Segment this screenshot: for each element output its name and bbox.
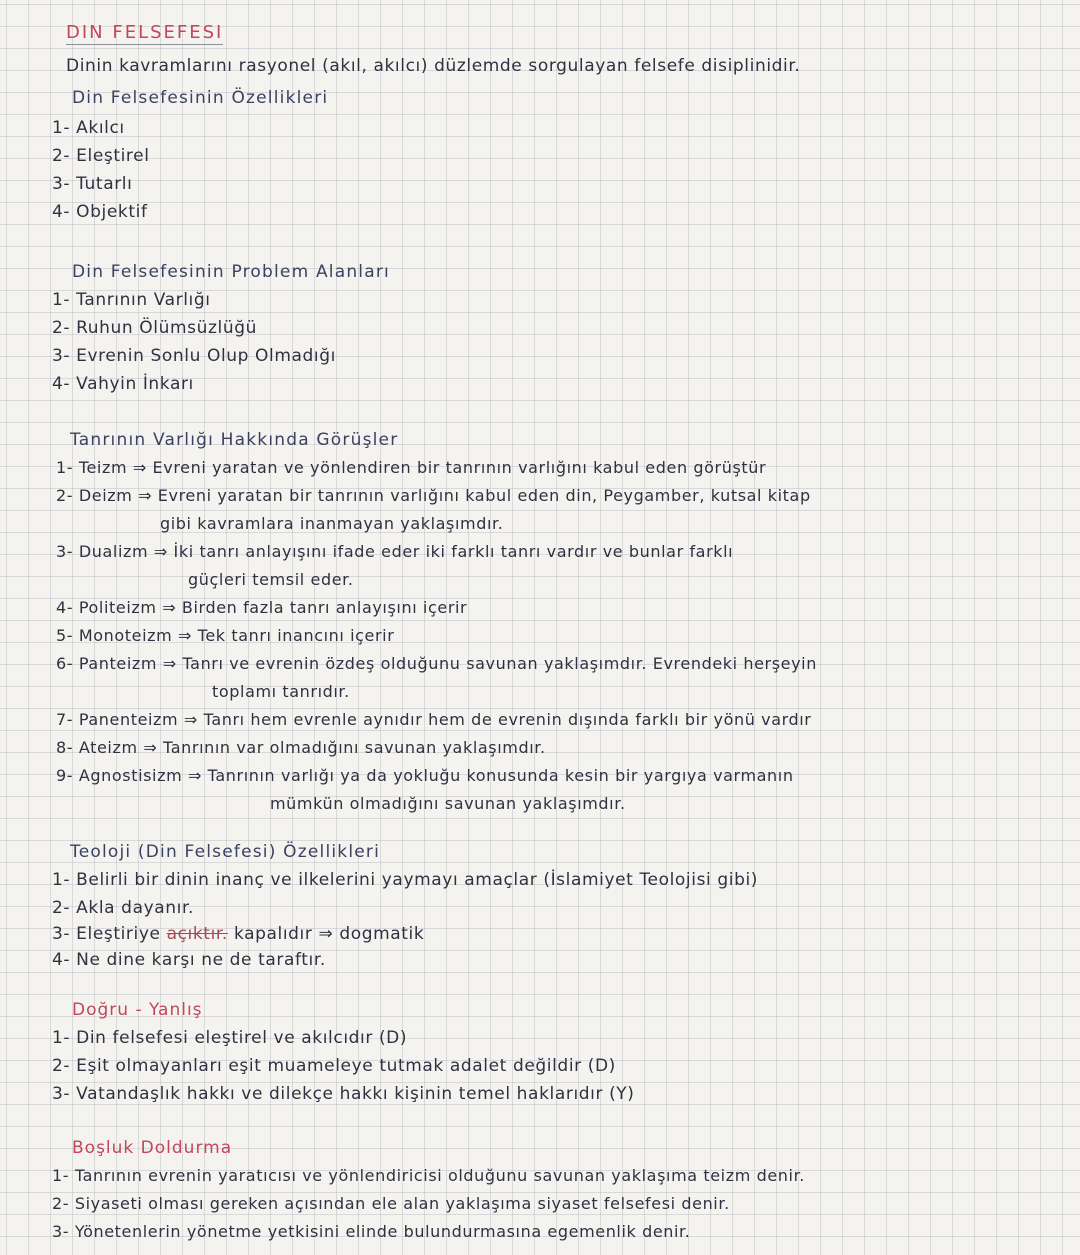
item-prefix: 3- Eleştiriye bbox=[52, 924, 161, 944]
list-item: 2- Deizm ⇒ Evreni yaratan bir tanrının varlığını kabul eden din, Peygamber, kutsal kitap bbox=[56, 486, 811, 505]
list-item: 9- Agnostisizm ⇒ Tanrının varlığı ya da yokluğu konusunda kesin bir yargıya varmanın bbox=[56, 766, 794, 785]
list-item: 4- Ne dine karşı ne de taraftır. bbox=[52, 950, 326, 970]
list-item: 4- Politeizm ⇒ Birden fazla tanrı anlayışını içerir bbox=[56, 598, 468, 617]
list-item: 1- Akılcı bbox=[52, 118, 125, 138]
list-item: 2- Ruhun Ölümsüzlüğü bbox=[52, 318, 257, 338]
list-item-continued: toplamı tanrıdır. bbox=[212, 682, 350, 701]
list-item: 5- Monoteizm ⇒ Tek tanrı inancını içerir bbox=[56, 626, 395, 645]
problems-heading: Din Felsefesinin Problem Alanları bbox=[72, 262, 390, 282]
list-item: 8- Ateizm ⇒ Tanrının var olmadığını savunan yaklaşımdır. bbox=[56, 738, 546, 757]
list-item: 3- Yönetenlerin yönetme yetkisini elinde bulundurmasına egemenlik denir. bbox=[52, 1222, 691, 1241]
true-false-heading: Doğru - Yanlış bbox=[72, 1000, 203, 1020]
item-suffix: kapalıdır ⇒ dogmatik bbox=[227, 924, 425, 944]
list-item bbox=[52, 924, 424, 944]
list-item: 1- Teizm ⇒ Evreni yaratan ve yönlendiren bir tanrının varlığını kabul eden görüştür bbox=[56, 458, 767, 477]
list-item: 1- Belirli bir dinin inanç ve ilkelerini yaymayı amaçlar (İslamiyet Teolojisi gibi) bbox=[52, 870, 759, 890]
fill-blank-heading: Boşluk Doldurma bbox=[72, 1138, 233, 1158]
list-item: 2- Eleştirel bbox=[52, 146, 150, 166]
list-item-continued: gibi kavramlara inanmayan yaklaşımdır. bbox=[160, 514, 504, 533]
list-item: 1- Din felsefesi eleştirel ve akılcıdır (D) bbox=[52, 1028, 408, 1048]
list-item: 2- Siyaseti olması gereken açısından ele alan yaklaşıma siyaset felsefesi denir. bbox=[52, 1194, 730, 1213]
list-item: 1- Tanrının Varlığı bbox=[52, 290, 211, 310]
list-item: 3- Tutarlı bbox=[52, 174, 133, 194]
theology-heading: Teoloji (Din Felsefesi) Özellikleri bbox=[70, 842, 381, 862]
list-item-continued: güçleri temsil eder. bbox=[188, 570, 354, 589]
features-heading: Din Felsefesinin Özellikleri bbox=[72, 88, 329, 108]
definition-text: Dinin kavramlarını rasyonel (akıl, akılcı) düzlemde sorgulayan felsefe disiplinidir. bbox=[66, 56, 801, 76]
views-heading: Tanrının Varlığı Hakkında Görüşler bbox=[70, 430, 399, 450]
list-item: 3- Dualizm ⇒ İki tanrı anlayışını ifade eder iki farklı tanrı vardır ve bunlar farklı bbox=[56, 542, 734, 561]
list-item: 3- Vatandaşlık hakkı ve dilekçe hakkı kişinin temel haklarıdır (Y) bbox=[52, 1084, 635, 1104]
list-item: 2- Akla dayanır. bbox=[52, 898, 194, 918]
page-title: DIN FELSEFESI bbox=[66, 22, 224, 43]
list-item: 4- Objektif bbox=[52, 202, 148, 222]
list-item: 3- Evrenin Sonlu Olup Olmadığı bbox=[52, 346, 336, 366]
list-item: 2- Eşit olmayanları eşit muameleye tutmak adalet değildir (D) bbox=[52, 1056, 616, 1076]
list-item-continued: mümkün olmadığını savunan yaklaşımdır. bbox=[270, 794, 626, 813]
list-item: 1- Tanrının evrenin yaratıcısı ve yönlendiricisi olduğunu savunan yaklaşıma teizm denir. bbox=[52, 1166, 805, 1185]
list-item: 4- Vahyin İnkarı bbox=[52, 374, 194, 394]
list-item: 6- Panteizm ⇒ Tanrı ve evrenin özdeş olduğunu savunan yaklaşımdır. Evrendeki herşeyin bbox=[56, 654, 817, 673]
list-item: 7- Panenteizm ⇒ Tanrı hem evrenle aynıdır hem de evrenin dışında farklı bir yönü vardır bbox=[56, 710, 812, 729]
struck-word: açıktır. bbox=[166, 924, 228, 944]
